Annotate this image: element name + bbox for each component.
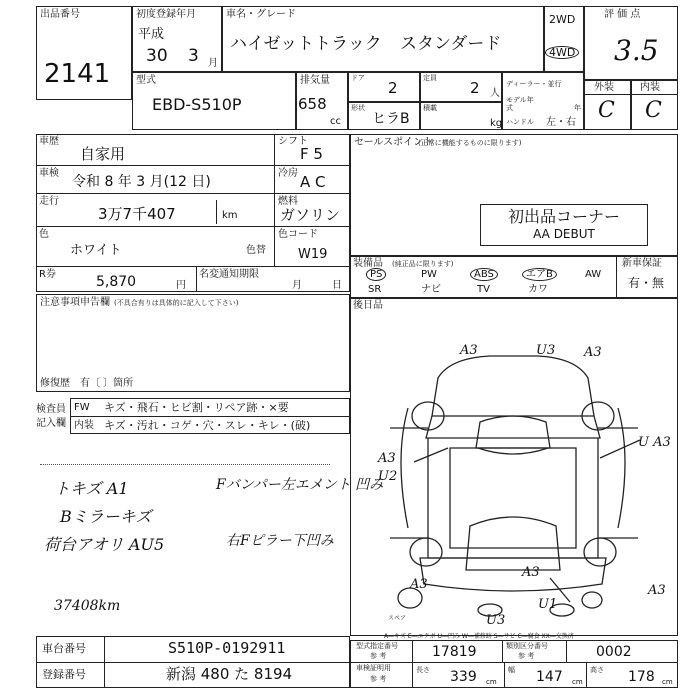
diagram-mark-u2-left: U2 — [378, 469, 398, 484]
diagram-mark-u3-top: U3 — [536, 343, 556, 358]
chassis-value: S510P-0192911 — [168, 639, 286, 657]
rear-wheel-bottom-far-right — [582, 592, 602, 608]
interior-grade: C — [645, 98, 662, 123]
debut-stamp — [480, 204, 648, 246]
drive-2wd: 2WD — [549, 13, 576, 26]
length-value: 339 — [450, 669, 477, 685]
score-value: 3.5 — [614, 34, 659, 67]
leader-right — [600, 440, 640, 458]
cert-label: 車検証明用 — [356, 664, 391, 672]
vehicle-diagram — [350, 298, 678, 636]
car-name: ハイゼットトラック — [230, 34, 382, 54]
note-3: Bミラーキズ — [60, 507, 152, 526]
rear-gate — [466, 517, 560, 570]
color-label: 色 — [39, 229, 49, 240]
body-sides — [428, 438, 598, 558]
interior-label: 内装 — [640, 82, 660, 93]
diagram-mark-a3-top: A3 — [460, 343, 478, 358]
diagram-mark-u1-rear: U1 — [538, 597, 558, 612]
length-label: 長さ — [416, 666, 430, 674]
inspector-label-1: 検査員 — [36, 404, 66, 415]
lot-label: 出品番号 — [40, 9, 80, 20]
height-unit: cm — [662, 678, 673, 686]
wheel-rear-right — [584, 538, 616, 566]
mileage-value: 3万7千407 — [98, 205, 176, 223]
length-unit: cm — [486, 678, 497, 686]
right-side-profile — [618, 408, 625, 528]
fuel-label: 燃料 — [278, 196, 298, 207]
displacement-label: 排気量 — [300, 75, 330, 86]
windshield — [476, 416, 550, 448]
drive-4wd: 4WD — [545, 46, 579, 59]
warranty-label: 新車保証 — [622, 258, 662, 269]
era: 平成 — [138, 27, 165, 42]
equipment-note: (純正品に限ります) — [392, 260, 454, 268]
inspector-row2-items: キズ・汚れ・コゲ・穴・スレ・キレ・(破) — [104, 419, 311, 432]
name-change-day: 日 — [332, 280, 342, 291]
capacity-value: 2 — [470, 79, 480, 97]
inspector-row2-cat: 内装 — [74, 420, 94, 431]
caution-label: 注意事項申告欄 — [40, 297, 110, 308]
diagram-mark-a3-spare: A3 — [410, 577, 428, 592]
equipment-label: 装備品 — [353, 258, 383, 269]
debut-stamp-line2: AA DEBUT — [533, 227, 595, 241]
cab-back — [478, 448, 548, 454]
diagram-mark-ua3-right: U A3 — [638, 435, 671, 450]
grade: スタンダード — [400, 34, 502, 54]
cab-roof — [432, 356, 594, 416]
chassis-label: 車台番号 — [42, 642, 86, 655]
capacity-unit: 人 — [490, 88, 500, 99]
shape-label: 形状 — [351, 104, 365, 112]
name-change-month: 月 — [292, 280, 302, 291]
note-1: トキズ A1 — [54, 479, 129, 498]
displacement-value: 658 — [298, 95, 327, 113]
exterior-label: 外装 — [594, 82, 614, 93]
category-value: 0002 — [596, 644, 632, 660]
recycle-unit: 円 — [176, 280, 186, 291]
type-designation-label: 型式指定番号 — [356, 642, 398, 650]
repair-label: 修復歴 — [40, 378, 70, 389]
ac-label: 冷房 — [278, 168, 298, 179]
width-label: 幅 — [508, 666, 515, 674]
inspector-row1-items: キズ・飛石・ヒビ割・リペア跡・×要 — [104, 401, 289, 414]
name-change-label: 名変通知期限 — [199, 269, 259, 280]
leader-left — [414, 448, 448, 462]
repair-value: 有〔 〕箇所 — [80, 378, 134, 389]
recycle-value: 5,870 — [96, 274, 137, 290]
model-code: EBD-S510P — [152, 95, 242, 114]
doors-label: ドア — [351, 74, 365, 82]
load-unit: kg — [490, 118, 503, 129]
rear-bumper — [420, 558, 606, 591]
width-unit: cm — [572, 678, 583, 686]
diagram-mark-a3-topright: A3 — [584, 345, 602, 360]
diagram-mark-a3-left: A3 — [378, 451, 396, 466]
fuel-value: ガソリン — [280, 206, 341, 224]
equip-aw: AW — [585, 269, 602, 280]
height-label: 高さ — [590, 666, 604, 674]
diagram-mark-a3-rear-right: A3 — [648, 583, 666, 598]
mileage-label: 走行 — [39, 196, 59, 207]
reg-year: 30 — [146, 46, 168, 66]
plate-value: 新潟 480 た 8194 — [166, 665, 293, 683]
model-year-unit: 年 — [574, 104, 581, 112]
spare-label: スペア — [388, 615, 407, 622]
legend-text: A―キズ E―エクボ U―凹み W―補修跡 S―サビ C―腐食 XX―交換済 — [384, 633, 574, 640]
type-designation-value: 17819 — [432, 644, 477, 660]
dealer-label: ディーラー・並行 — [506, 80, 562, 88]
load-label: 積載 — [423, 104, 437, 112]
history-label: 車歴 — [39, 136, 59, 147]
ac-value: A C — [300, 173, 326, 191]
sales-point-note: (正常に機能するものに限ります) — [418, 139, 522, 147]
color-code-label: 色コード — [278, 229, 318, 240]
rear-label: 後日品 — [353, 300, 383, 311]
history-value: 自家用 — [80, 145, 126, 163]
equip-pw: PW — [421, 269, 437, 280]
equip-tv: TV — [477, 284, 490, 295]
equip-leather: カワ — [528, 284, 548, 295]
wheel-rear-left — [410, 538, 442, 566]
equip-abs: ABS — [470, 268, 498, 281]
mileage-unit: km — [222, 210, 238, 221]
inspector-label-2: 記入欄 — [36, 418, 66, 429]
right-side-lines — [598, 428, 638, 538]
debut-stamp-line1: 初出品コーナー — [507, 207, 620, 226]
color-value: ホワイト — [70, 243, 122, 258]
model-year-label: モデル年式 — [506, 96, 534, 112]
category-ref: 参 考 — [518, 652, 535, 660]
displacement-unit: cc — [330, 116, 341, 127]
sales-point-label: セールスポイント — [354, 137, 434, 148]
recycle-label: R券 — [39, 269, 56, 280]
handle-label: ハンドル — [506, 118, 534, 126]
type-designation-ref: 参 考 — [370, 652, 387, 660]
inspection-value: 令和 8 年 3 月(12 日) — [72, 174, 211, 190]
note-2: Fバンパー左エメント 凹み — [216, 477, 384, 493]
reg-month-unit: 月 — [208, 58, 218, 69]
doors-value: 2 — [388, 79, 398, 97]
equip-ps: PS — [366, 268, 386, 281]
color-swap-label: 色替 — [246, 245, 266, 256]
diagram-mark-a3-bed: A3 — [522, 565, 540, 580]
diagram-mark-u3-rear: U3 — [486, 613, 506, 628]
color-code: W19 — [298, 247, 328, 262]
shift-value: F 5 — [300, 145, 323, 163]
exterior-grade: C — [598, 98, 615, 123]
shape-value: ヒラB — [372, 111, 410, 127]
score-label: 評 価 点 — [604, 9, 641, 20]
handle-value: 左・右 — [546, 117, 576, 128]
lot-number: 2141 — [44, 59, 111, 89]
height-value: 178 — [628, 669, 655, 685]
category-label: 類別区分番号 — [506, 642, 548, 650]
equip-sr: SR — [368, 284, 382, 295]
cert-ref: 参 考 — [370, 675, 387, 683]
name-grade-label: 車名・グレード — [226, 9, 296, 20]
inspector-row1-cat: FW — [74, 402, 90, 413]
cab-front — [426, 416, 600, 438]
first-reg-label: 初度登録年月 — [136, 9, 196, 20]
equip-airbag: エアB — [522, 268, 557, 281]
warranty-value: 有・無 — [628, 276, 665, 290]
note-4: 荷台アオリ AU5 — [44, 535, 165, 554]
note-5: 右Fピラー下凹み — [226, 533, 334, 549]
inspection-label: 車検 — [39, 168, 59, 179]
equip-navi: ナビ — [421, 284, 441, 295]
model-label: 型式 — [136, 75, 156, 86]
reg-month: 3 — [188, 46, 199, 66]
capacity-label: 定員 — [423, 74, 437, 82]
caution-note: (不具合有りは具体的に記入して下さい) — [114, 299, 239, 307]
plate-label: 登録番号 — [42, 668, 86, 681]
width-value: 147 — [536, 669, 563, 685]
mileage-memo: 37408km — [54, 598, 121, 614]
shift-label: シフト — [278, 136, 308, 147]
left-side-profile — [401, 408, 408, 528]
